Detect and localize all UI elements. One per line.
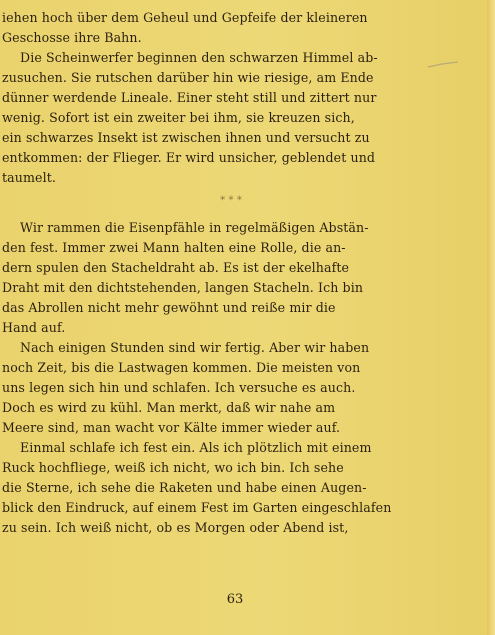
text-line: Nach einigen Stunden sind wir fertig. Aber wir haben xyxy=(20,340,370,355)
section-separator: * * * xyxy=(220,195,242,206)
text-line: entkommen: der Flieger. Er wird unsicher, geblendet und xyxy=(2,150,376,165)
page-number: 63 xyxy=(226,592,244,607)
text-line: uns legen sich hin und schlafen. Ich versuche es auch. xyxy=(2,380,356,395)
text-line: zu sein. Ich weiß nicht, ob es Morgen oder Abend ist, xyxy=(2,520,349,535)
text-line: Hand auf. xyxy=(2,320,66,335)
text-line: Ruck hochfliege, weiß ich nicht, wo ich bin. Ich sehe xyxy=(2,460,344,475)
text-line: wenig. Sofort ist ein zweiter bei ihm, sie kreuzen sich, xyxy=(2,110,355,125)
text-line: iehen hoch über dem Geheul und Gepfeife der kleineren xyxy=(2,10,368,25)
text-line: ein schwarzes Insekt ist zwischen ihnen und versucht zu xyxy=(2,130,370,145)
paragraph-1 xyxy=(2,8,460,188)
text-line: blick den Eindruck, auf einem Fest im Garten eingeschlafen xyxy=(2,500,392,515)
paragraph-2 xyxy=(2,218,460,538)
text-line: Meere sind, man wacht vor Kälte immer wieder auf. xyxy=(2,420,341,435)
text-line: noch Zeit, bis die Lastwagen kommen. Die meisten von xyxy=(2,360,361,375)
text-line: taumelt. xyxy=(2,170,56,185)
text-line: dern spulen den Stacheldraht ab. Es ist der ekelhafte xyxy=(2,260,350,275)
text-line: Doch es wird zu kühl. Man merkt, daß wir nahe am xyxy=(2,400,336,415)
text-line: zusuchen. Sie rutschen darüber hin wie riesige, am Ende xyxy=(2,70,374,85)
text-line: den fest. Immer zwei Mann halten eine Rolle, die an- xyxy=(2,240,346,255)
text-line: Die Scheinwerfer beginnen den schwarzen Himmel ab- xyxy=(20,50,378,65)
text-line: Draht mit den dichtstehenden, langen Stacheln. Ich bin xyxy=(2,280,364,295)
text-line: Einmal schlafe ich fest ein. Als ich plötzlich mit einem xyxy=(20,440,372,455)
text-line: das Abrollen nicht mehr gewöhnt und reiße mir die xyxy=(2,300,336,315)
text-line: Wir rammen die Eisenpfähle in regelmäßigen Abstän- xyxy=(20,220,369,235)
text-line: Geschosse ihre Bahn. xyxy=(2,30,142,45)
page-edge xyxy=(487,0,495,635)
text-line: dünner werdende Lineale. Einer steht still und zittert nur xyxy=(2,90,377,105)
text-line: die Sterne, ich sehe die Raketen und habe einen Augen- xyxy=(2,480,367,495)
body-text xyxy=(2,8,460,538)
